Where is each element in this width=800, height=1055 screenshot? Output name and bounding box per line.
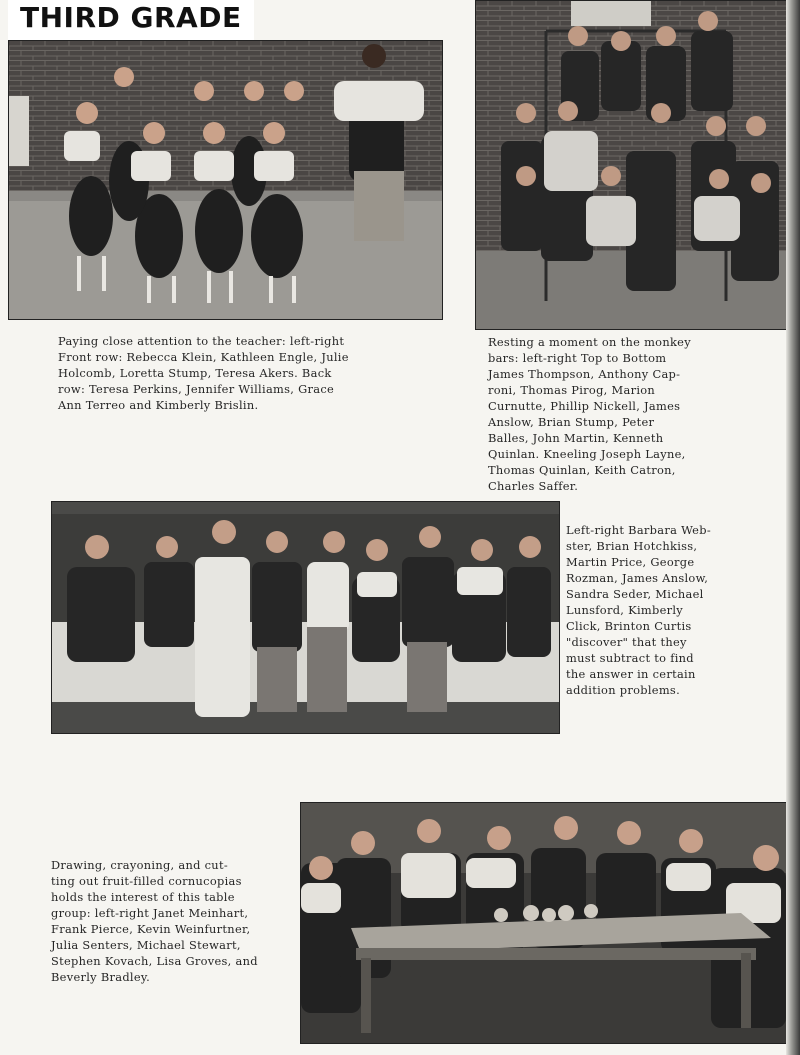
photo-girls-with-teacher (8, 40, 443, 320)
caption-boys-monkey-bars: Resting a moment on the monkey bars: left-right Top to Bottom James Thompson, Anthony Cap- roni, Thomas Pirog, Marion Curnutte, Phillip Nickell, James Anslow, Brian Stump, Peter Balles, John Martin, Kenneth Quinlan. Kneeling Joseph Layne, Thomas Quinlan, Keith Catron, Charles Saffer. (488, 335, 691, 493)
page-heading: THIRD GRADE (8, 0, 254, 40)
caption-class-at-chalkboard: Left-right Barbara Web- ster, Brian Hotchkiss, Martin Price, George Rozman, James Anslow, Sandra Seder, Michael Lunsford, Kimberly Click, Brinton Curtis "discover" that they must subtract to find the answer in certain addition problems. (566, 523, 711, 697)
photo-table-group (300, 802, 792, 1044)
caption-table-group: Drawing, crayoning, and cut- ting out fruit-filled cornucopias holds the interest of this table group: left-right Janet Meinhart, Frank Pierce, Kevin Weinfurtner, Julia Senters, Michael Stewart, Stephen Kovach, Lisa Groves, and Beverly Bradley. (51, 858, 258, 984)
photo-boys-monkey-bars (475, 0, 791, 330)
caption-girls-with-teacher: Paying close attention to the teacher: left-right Front row: Rebecca Klein, Kathleen Engle, Julie Holcomb, Loretta Stump, Teresa Akers. Back row: Teresa Perkins, Jennifer Williams, Grace Ann Terreo and Kimberly Brislin. (58, 334, 349, 412)
photo-class-at-chalkboard (51, 501, 560, 734)
page-edge-shadow (786, 0, 800, 1055)
